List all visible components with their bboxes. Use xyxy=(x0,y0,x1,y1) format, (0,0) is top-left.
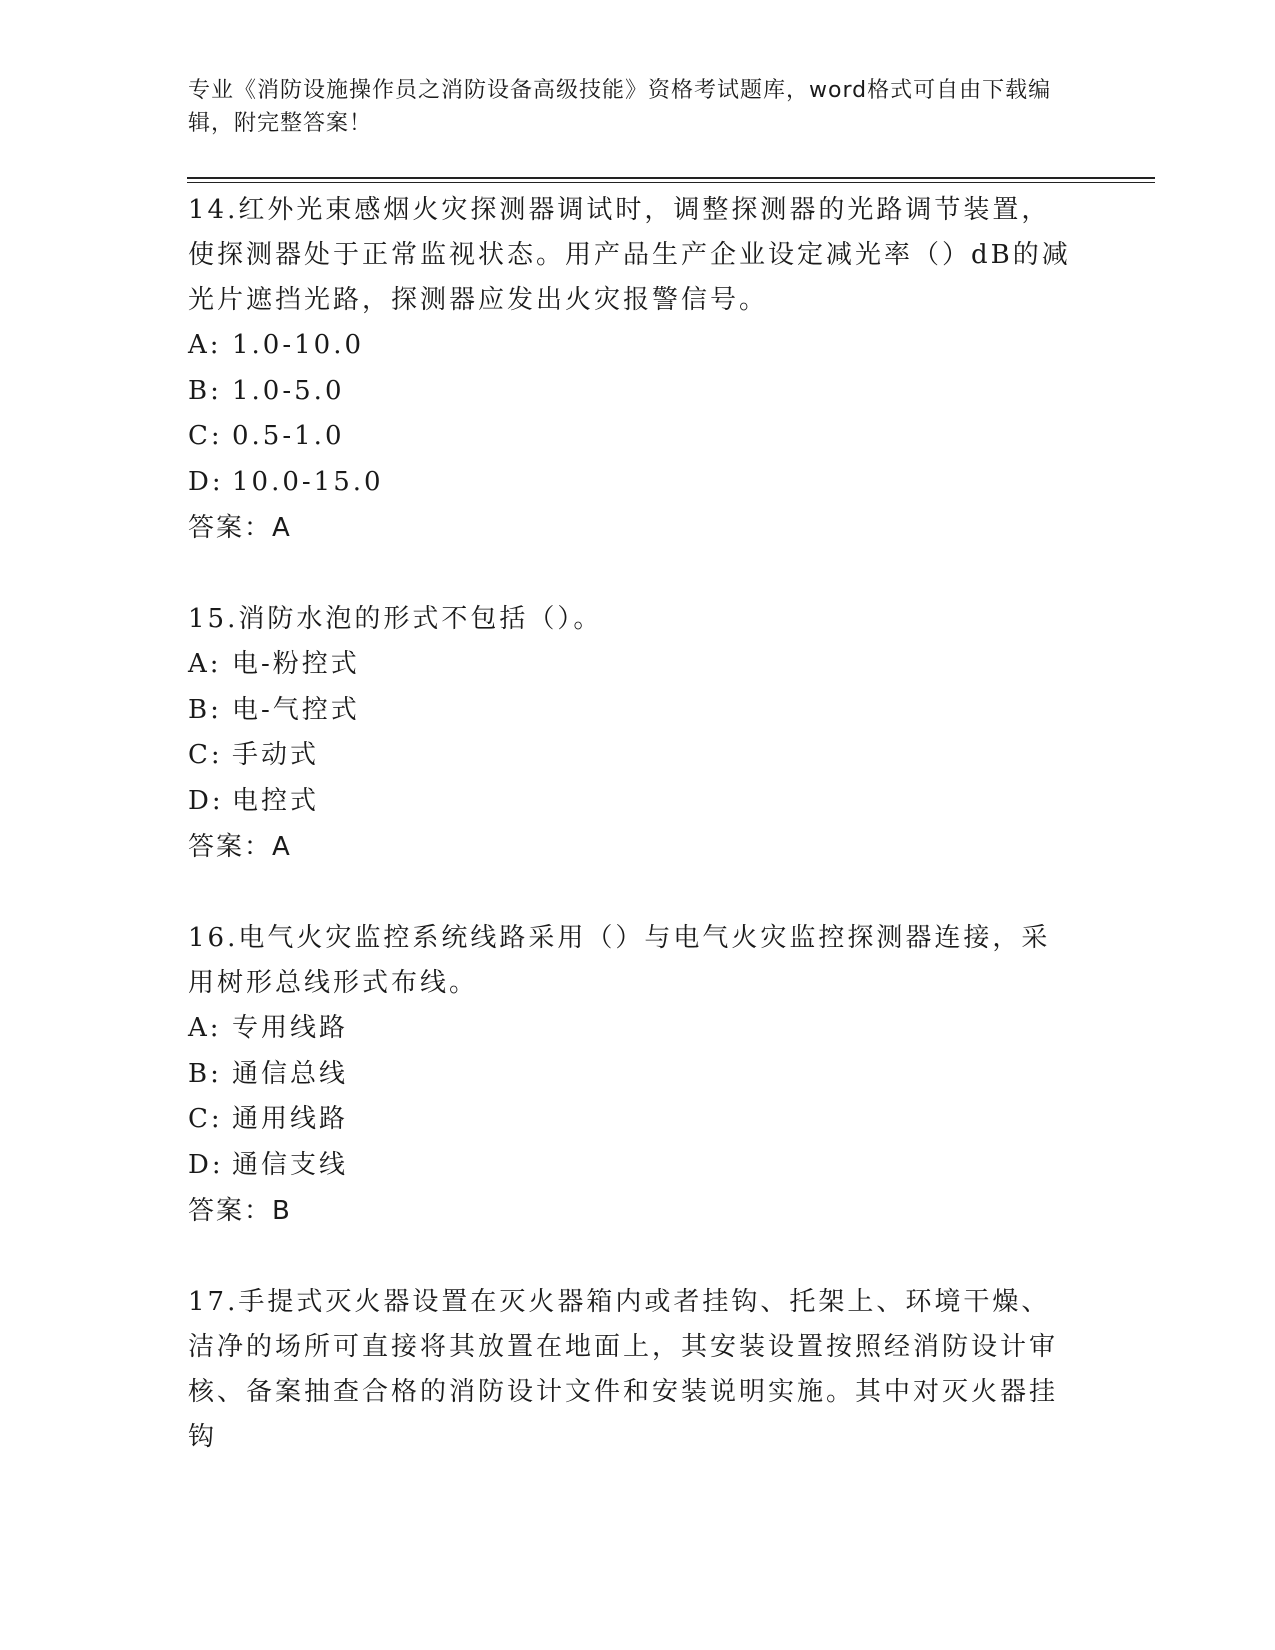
option-text: 1.0-5.0 xyxy=(232,375,345,406)
question-16 xyxy=(188,916,1078,1234)
option-text: 10.0-15.0 xyxy=(232,466,384,497)
option-d xyxy=(188,779,1078,825)
answer-line: 答案：B xyxy=(188,1196,292,1226)
option-text: 电控式 xyxy=(232,785,320,816)
option-text: 0.5-1.0 xyxy=(232,421,345,451)
question-14 xyxy=(188,188,1078,551)
option-key: A: xyxy=(188,1013,222,1043)
option-key: D: xyxy=(188,1149,224,1180)
option-text: 专用线路 xyxy=(232,1013,349,1043)
option-c xyxy=(188,1097,1078,1143)
answer-line: 答案：A xyxy=(188,832,292,862)
option-d xyxy=(188,1143,1078,1189)
question-stem: 15.消防水泡的形式不包括（）。 xyxy=(188,604,603,634)
answer-line: 答案：A xyxy=(188,513,292,543)
option-text: 通信总线 xyxy=(232,1058,349,1089)
question-stem: 16.电气火灾监控系统线路采用（）与电气火灾监控探测器连接，采用树形总线形式布线。 xyxy=(188,923,1051,998)
option-a xyxy=(188,642,1078,688)
option-key: B: xyxy=(188,694,222,725)
option-key: A: xyxy=(188,330,222,360)
option-key: B: xyxy=(188,1058,222,1089)
document-header: 专业《消防设施操作员之消防设备高级技能》资格考试题库，word格式可自由下载编辑，附完整答案！ xyxy=(188,78,1052,136)
option-c xyxy=(188,733,1078,779)
question-list xyxy=(188,188,1078,1506)
option-text: 1.0-10.0 xyxy=(232,330,365,360)
option-c xyxy=(188,414,1078,460)
option-d xyxy=(188,460,1078,506)
option-key: D: xyxy=(188,785,224,816)
question-17 xyxy=(188,1280,1078,1460)
option-b xyxy=(188,369,1078,415)
header-divider-thick xyxy=(187,177,1155,179)
option-text: 通用线路 xyxy=(232,1104,349,1134)
option-key: C: xyxy=(188,1104,223,1134)
option-text: 电-粉控式 xyxy=(232,649,360,679)
question-stem: 17.手提式灭火器设置在灭火器箱内或者挂钩、托架上、环境干燥、洁净的场所可直接将其放置在地面上，其安装设置按照经消防设计审核、备案抽查合格的消防设计文件和安装说明实施。其中对灭火器挂钩 xyxy=(188,1287,1059,1452)
option-key: C: xyxy=(188,740,223,770)
option-text: 电-气控式 xyxy=(232,694,360,725)
question-15 xyxy=(188,597,1078,870)
option-a xyxy=(188,1006,1078,1052)
option-b xyxy=(188,1052,1078,1098)
question-stem: 14.红外光束感烟火灾探测器调试时，调整探测器的光路调节装置，使探测器处于正常监视状态。用产品生产企业设定减光率（）dB的减光片遮挡光路，探测器应发出火灾报警信号。 xyxy=(188,195,1071,315)
option-key: C: xyxy=(188,421,223,451)
option-key: A: xyxy=(188,649,222,679)
option-text: 通信支线 xyxy=(232,1149,349,1180)
header-divider-thin xyxy=(187,182,1155,183)
option-a xyxy=(188,323,1078,369)
option-b xyxy=(188,688,1078,734)
option-key: D: xyxy=(188,466,224,497)
option-key: B: xyxy=(188,375,222,406)
option-text: 手动式 xyxy=(232,740,320,770)
